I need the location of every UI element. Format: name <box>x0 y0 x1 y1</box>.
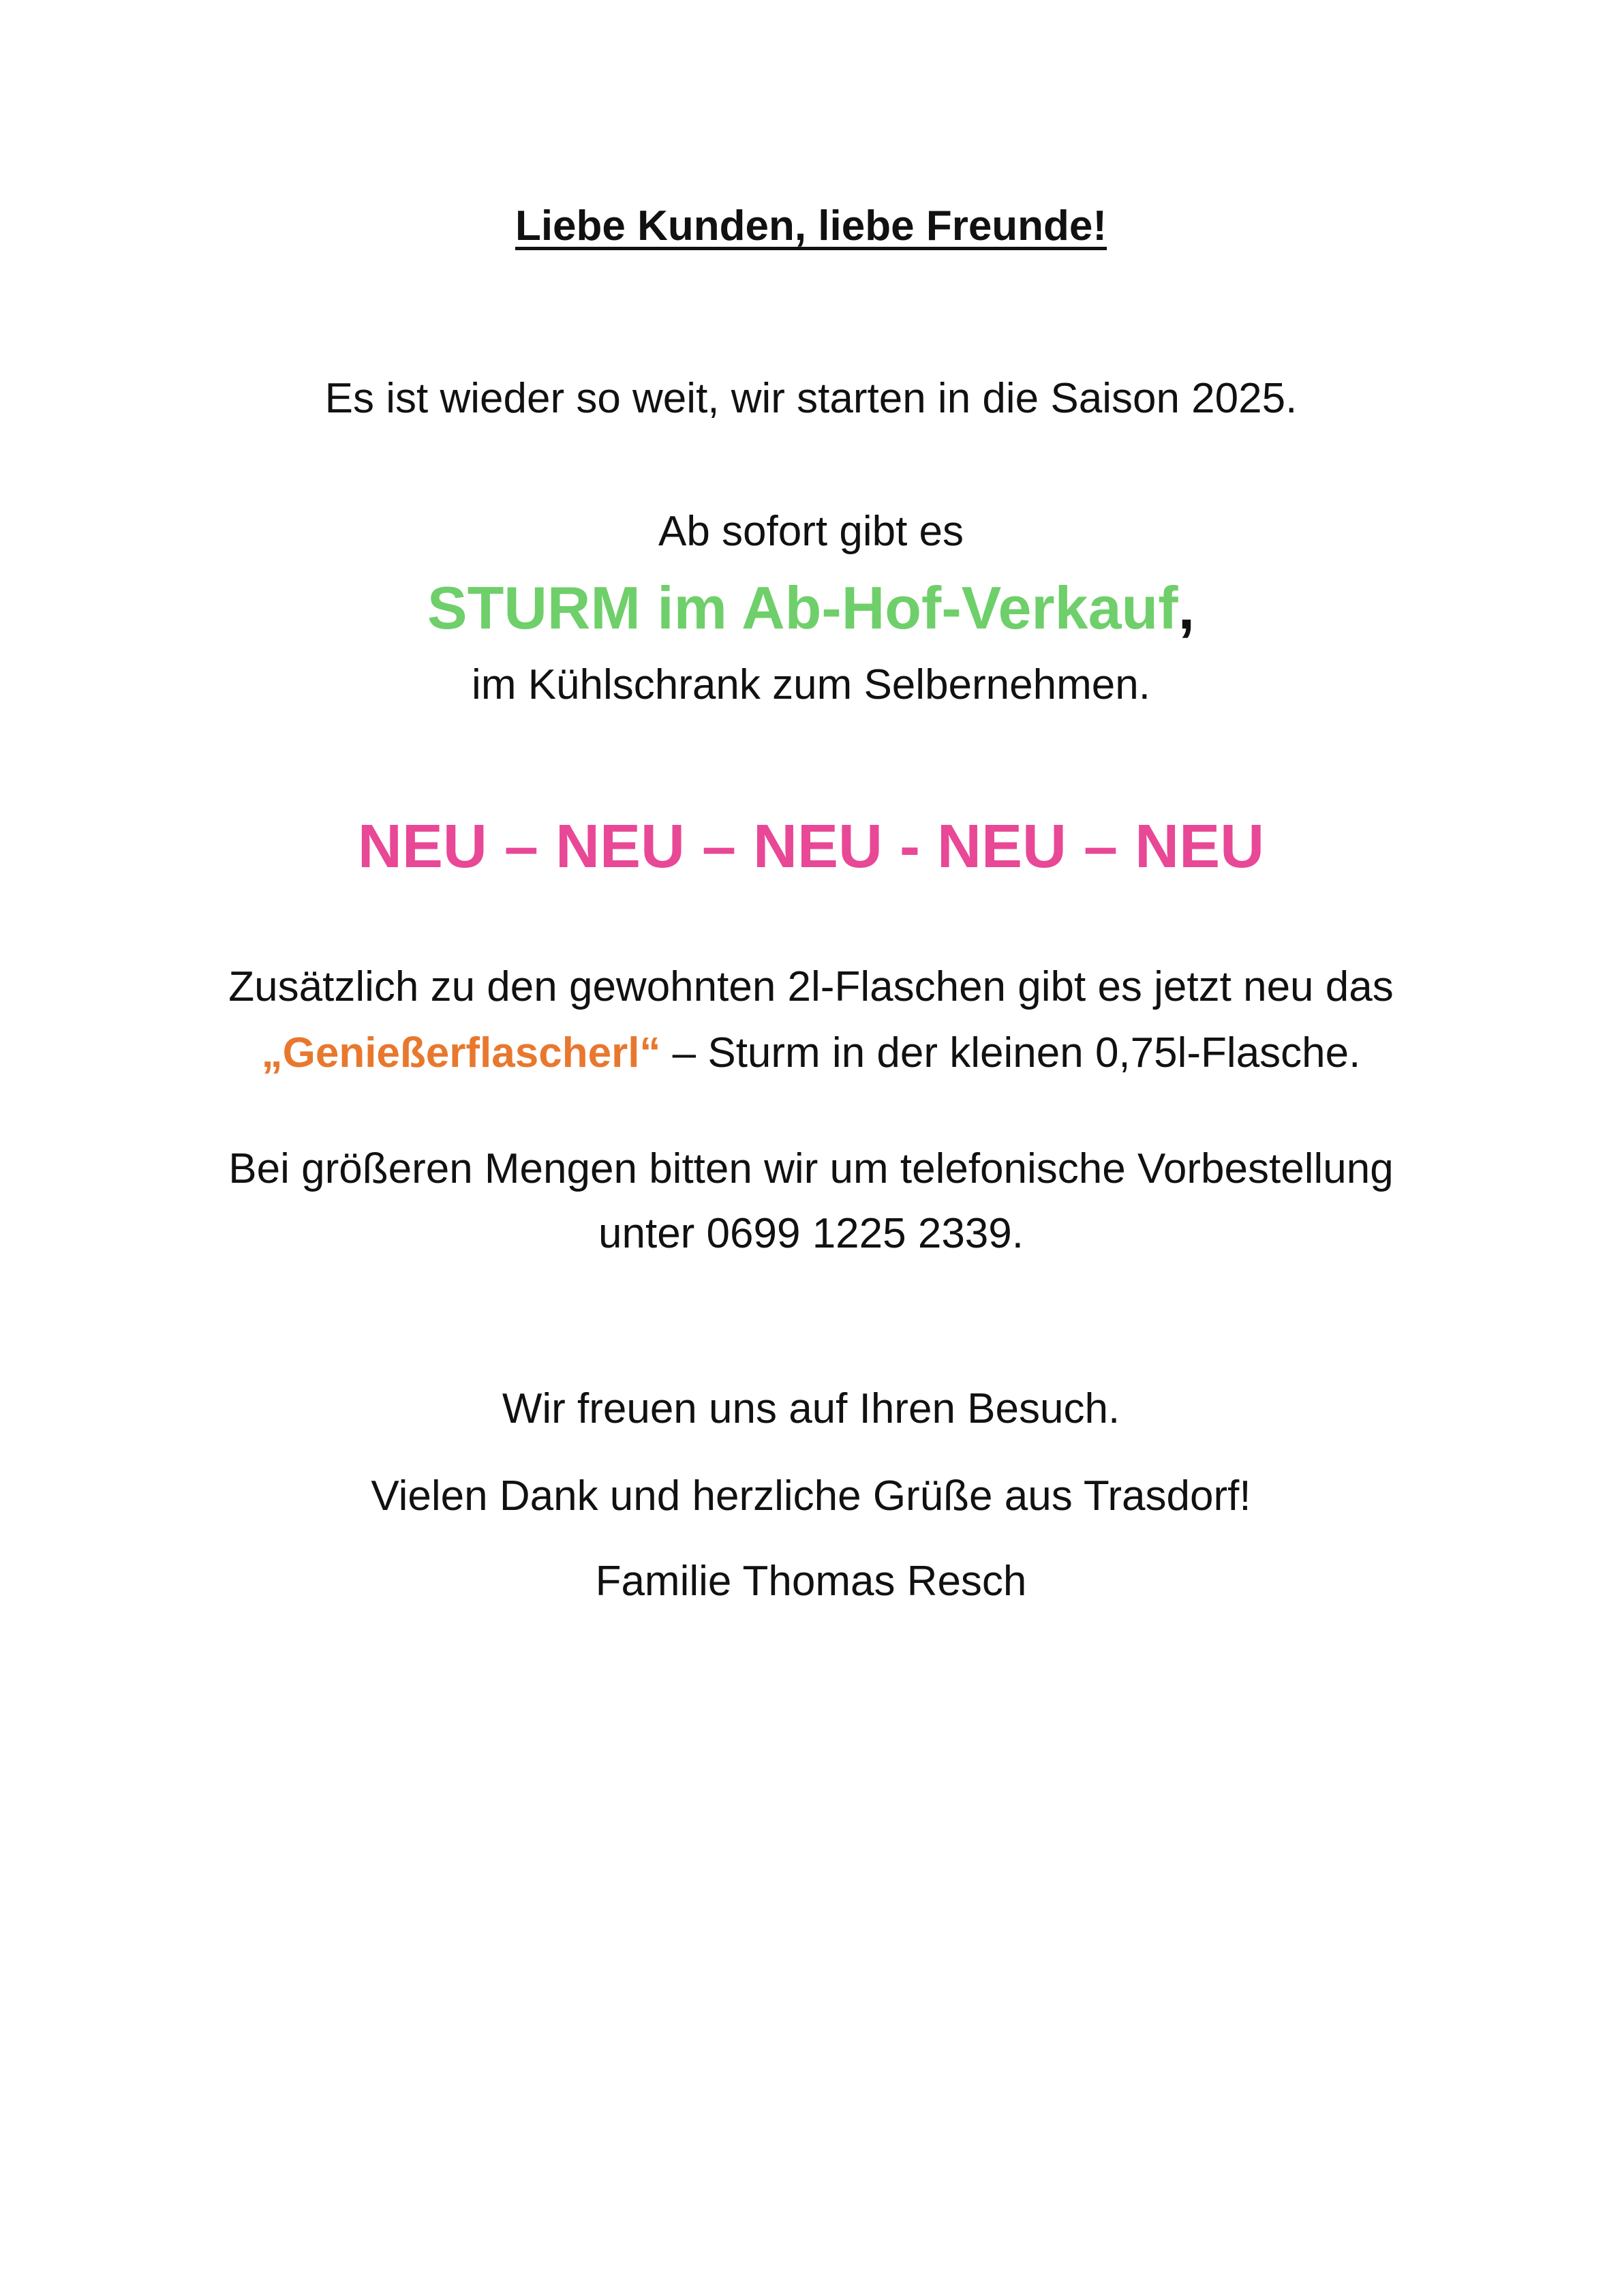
signature: Familie Thomas Resch <box>595 1558 1027 1605</box>
sturm-highlight: STURM im Ab-Hof-Verkauf <box>427 574 1178 641</box>
thanks-line: Vielen Dank und herzliche Grüße aus Trasdorf! <box>371 1472 1251 1520</box>
order-line-1: Bei größeren Mengen bitten wir um telefonische Vorbestellung <box>228 1145 1394 1192</box>
greeting-heading: Liebe Kunden, liebe Freunde! <box>515 202 1107 250</box>
season-line: Es ist wieder so weit, wir starten in die Saison 2025. <box>324 375 1298 422</box>
geniesser-line <box>0 1026 1622 1081</box>
geniesser-name: „Genießerflascherl“ <box>261 1029 661 1076</box>
addition-line: Zusätzlich zu den gewohnten 2l-Flaschen gibt es jetzt neu das <box>228 963 1394 1010</box>
intro-line: Ab sofort gibt es <box>658 508 964 555</box>
geniesser-rest: – Sturm in der kleinen 0,75l-Flasche. <box>660 1029 1361 1076</box>
fridge-line: im Kühlschrank zum Selbernehmen. <box>472 661 1150 708</box>
visit-line: Wir freuen uns auf Ihren Besuch. <box>502 1385 1120 1432</box>
neu-banner: NEU – NEU – NEU - NEU – NEU <box>357 813 1265 881</box>
sturm-comma: , <box>1178 574 1195 641</box>
sturm-highlight-line <box>0 571 1622 646</box>
order-line-2: unter 0699 1225 2339. <box>598 1210 1024 1257</box>
